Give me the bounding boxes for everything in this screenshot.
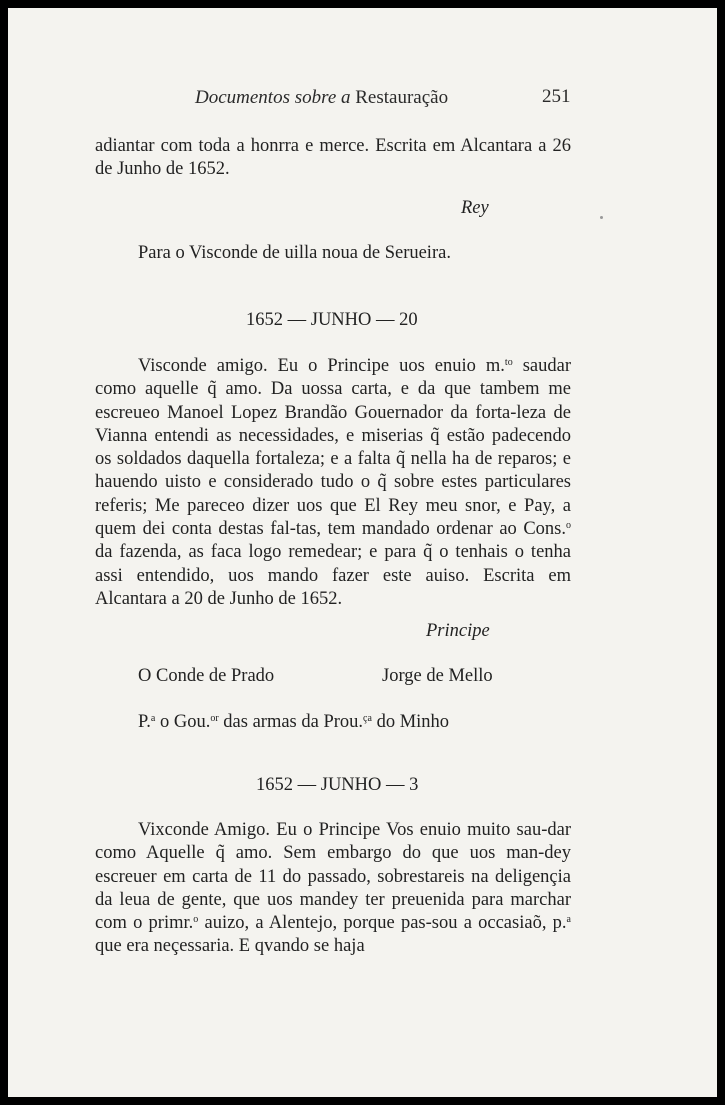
letter2-body — [95, 355, 571, 611]
letter2-text-1: Visconde amigo. Eu o Principe uos enuio m. — [138, 356, 505, 376]
letter2-cosigner-right: Jorge de Mello — [382, 666, 493, 686]
letter3-text-1: Vixconde Amigo. Eu o Principe Vos enuio muito sau-dar como Aquelle q̃ amo. Sem embargo do que uos man-dey escreuer em carta de 11 do passado, sobrestareis na deligençia da leua de gente, que uos mandey ter preuenida para marchar com o primr. — [95, 820, 571, 934]
letter2-sup-1: to — [504, 357, 513, 368]
letter2-signature: Principe — [426, 621, 490, 641]
addressee-part-2: o Gou. — [155, 712, 211, 732]
addressee-sup-2: or — [210, 713, 219, 724]
paper-speck — [600, 216, 603, 219]
document-page — [8, 8, 717, 1097]
letter2-addressee — [138, 712, 449, 733]
addressee-part-3: das armas da Prou. — [218, 712, 364, 732]
letter2-sup-2: o — [566, 520, 571, 532]
letter3-paragraph — [95, 819, 571, 959]
letter1-signature: Rey — [461, 198, 489, 218]
letter3-body — [95, 819, 571, 959]
letter2-cosigner-left: O Conde de Prado — [138, 666, 275, 686]
letter3-sup-2: a — [566, 914, 571, 926]
addressee-sup-3: ça — [363, 713, 372, 724]
addressee-sup-1: a — [150, 713, 156, 724]
letter2-paragraph — [95, 355, 571, 611]
letter2-text-3: da fazenda, as faca logo remedear; e para q̃ o tenhais o tenha assi entendido, uos mando fazer este auiso. Escrita em Alcantara a 20 de Junho de 1652. — [95, 542, 571, 609]
header-title-italic-1: Documentos sobre — [195, 87, 337, 108]
running-header — [195, 87, 448, 109]
page-number: 251 — [542, 86, 571, 107]
header-title-italic-2: a — [341, 87, 351, 108]
addressee-part-4: do Minho — [371, 712, 450, 732]
letter3-text-3: que era neçessaria. E qvando se haja — [95, 936, 365, 957]
letter1-addressee: Para o Visconde de uilla noua de Serueira. — [138, 243, 451, 263]
letter2-text-2: saudar como aquelle q̃ amo. Da uossa carta, e da que tambem me escreueo Manoel Lopez Brandão Gouernador da forta-leza de Vianna entendi as necessidades, e miserias q̃ estão padecendo os soldados daquella fortaleza; e a falta q̃ nella ha de reparos; e hauendo uisto e considerado tudo o q̃ sobre estes particulares referis; Me pareceo dizer uos que El Rey meu snor, e Pay, a quem dei conta destas fal-tas, tem mandado ordenar ao Cons. — [95, 356, 571, 540]
letter2-date-heading: 1652 — JUNHO — 20 — [246, 310, 418, 330]
header-title-roman: Restauração — [355, 87, 449, 108]
addressee-part-1: P. — [138, 712, 151, 732]
letter3-sup-1: o — [193, 914, 199, 926]
letter1-body — [95, 135, 571, 182]
letter3-text-2: auizo, a Alentejo, porque pas-sou a occasiaõ, p. — [198, 913, 567, 934]
letter3-date-heading: 1652 — JUNHO — 3 — [256, 775, 419, 795]
letter1-body-text: adiantar com toda a honrra e merce. Escrita em Alcantara a 26 de Junho de 1652. — [95, 136, 571, 180]
